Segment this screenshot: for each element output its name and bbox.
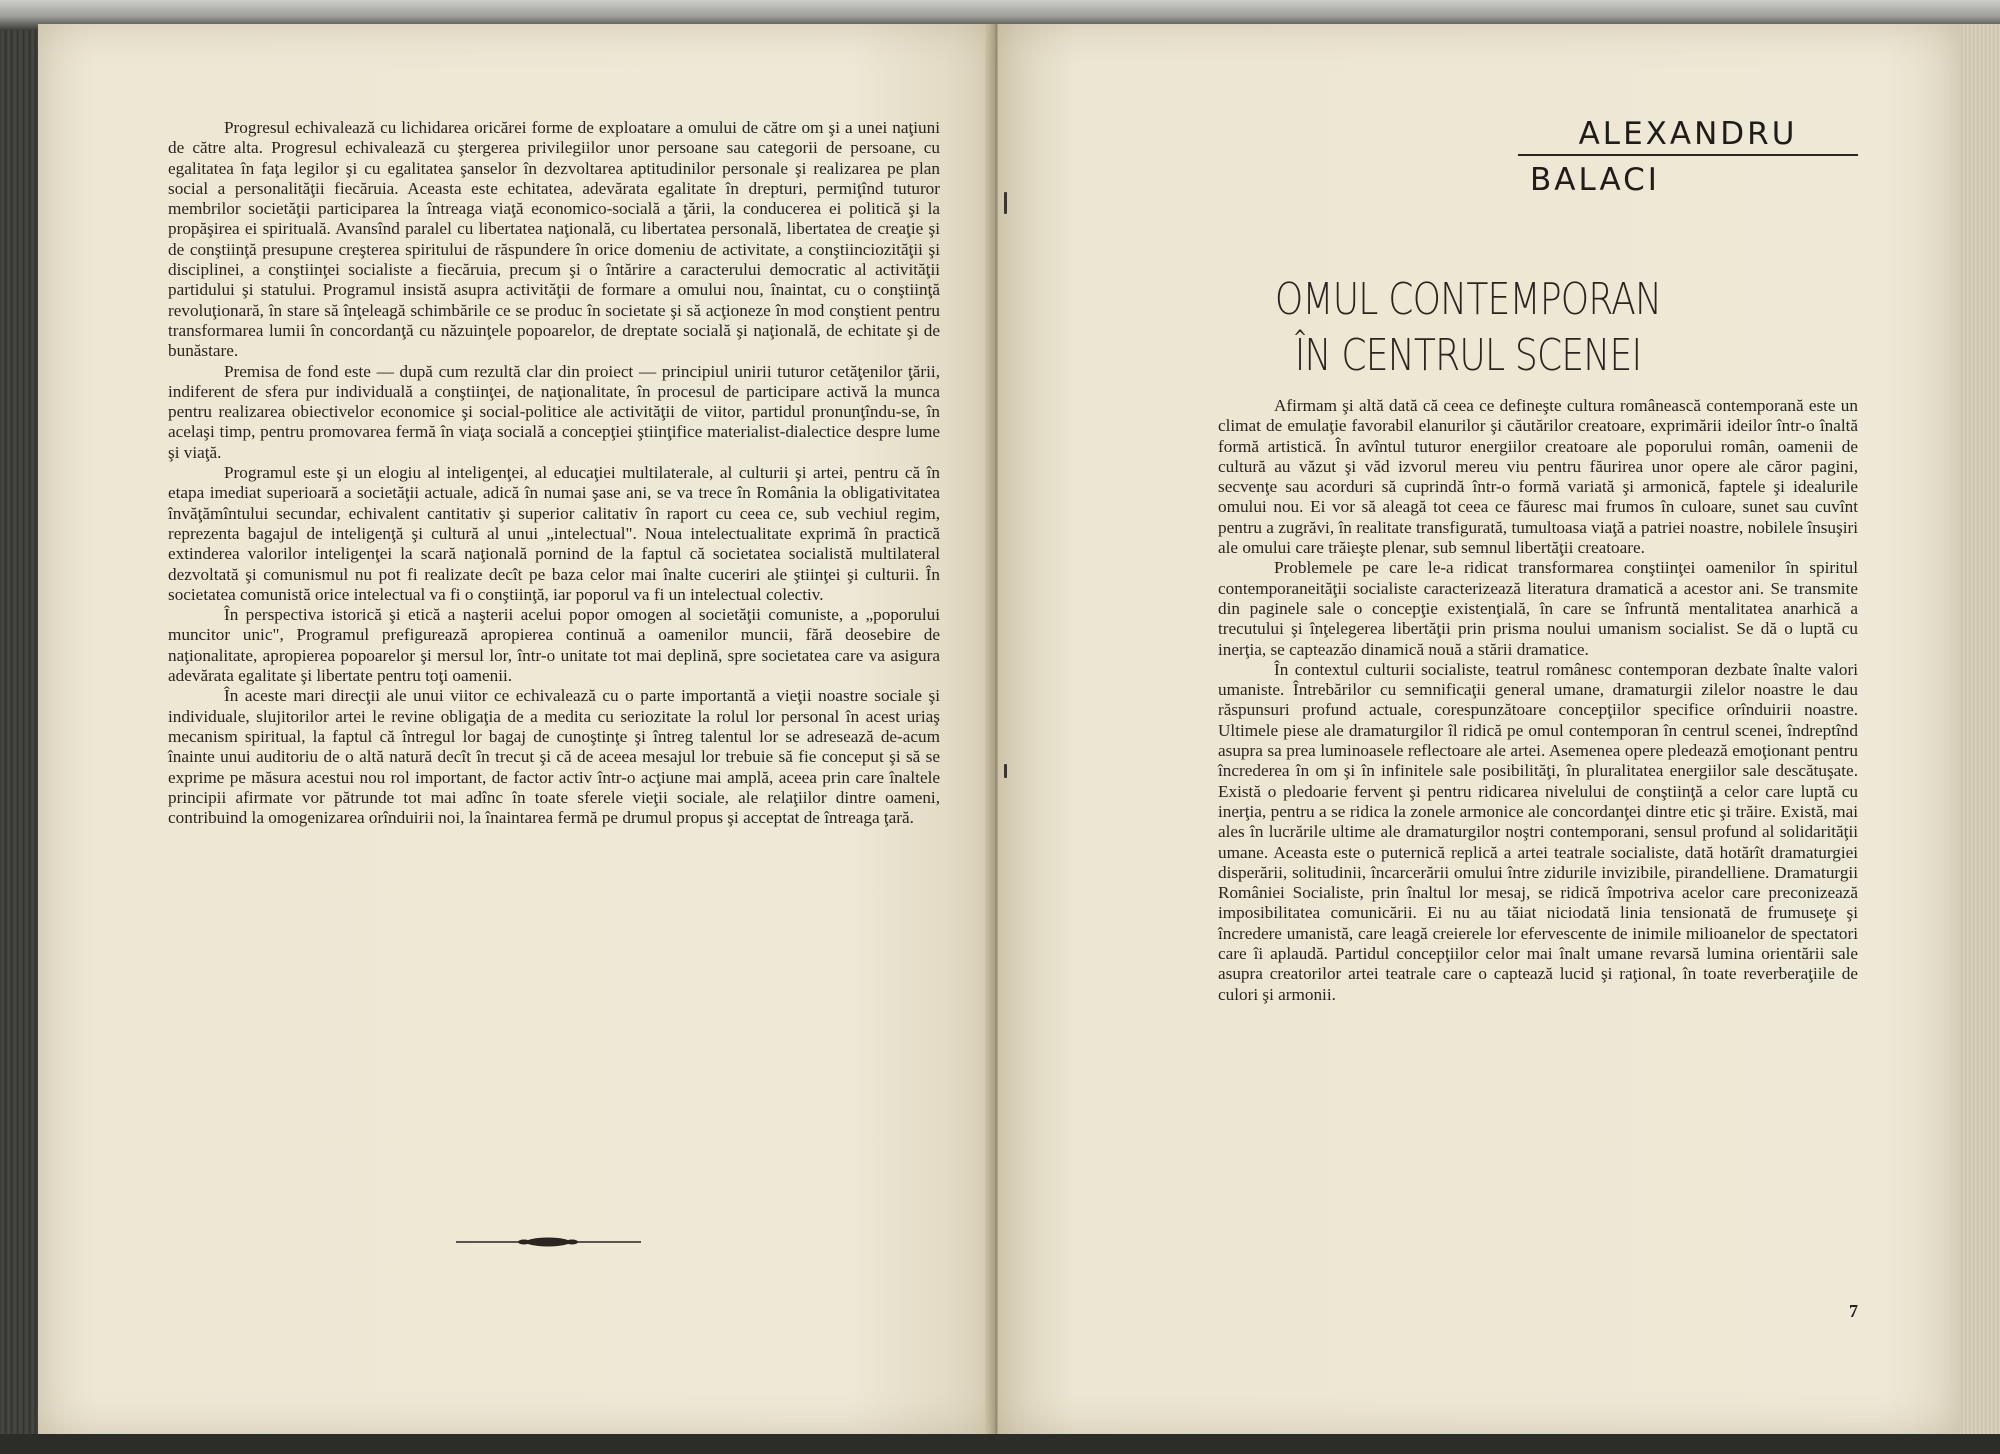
left-page	[38, 24, 993, 1434]
article-title	[1230, 272, 1706, 384]
right-paragraph-3: În contextul culturii socialiste, teatrul românesc contemporan dezbate înalte valori umaniste. Întrebărilor cu semnificaţii general umane, dramaturgii zilelor noastre le dau răspunsuri profund actuale, corespunzătoare concepţiilor specifice orînduirii noastre. Ultimele piese ale dramaturgilor îl ridică pe omul contemporan în centrul scenei, îndreptînd asupra sa prea luminoasele reflectoare ale artei. Asemenea opere pledează emoţionant pentru încrederea în om şi în infinitele sale posibilităţi, în pluralitatea energiilor sale descătuşate. Există o pledoarie fervent şi pentru ridicarea nivelului de conştiinţă a celor care luptă cu inerţia, pentru a se ridica la zonele armonice ale concordanţei dintre etic şi trăire. Există, mai ales în lucrările ultime ale dramaturgilor noştri contemporani, sensul profund al solidarităţii umane. Aceasta este o puternică replică a artei teatrale socialiste, dată hotărît dramaturgiei disperării, solitudinii, încarcerării omului între zidurile invizibile, pirandelliene. Dramaturgii României Socialiste, prin înaltul lor mesaj, se ridică împotriva acelor care preconizează imposibilitatea comunicării. Ei nu au tăiat niciodată linia tensionată de frumuseţe şi încredere umanistă, care leagă creierele lor efervescente de inimile milioanelor de spectatori care îi aplaudă. Partidul concepţiilor celor mai înalt umane revarsă lumina orientării sale asupra creatorilor artei teatrale care o captează lucid şi raţional, în toate reverberaţiile de culori şi armonii.	[1218, 659, 1858, 1004]
right-page	[998, 24, 1960, 1434]
margin-mark	[1004, 192, 1007, 214]
left-paragraph-5: În aceste mari direcţii ale unui viitor ce echivalează cu o parte importantă a vieţii noastre sociale şi individuale, slujitorilor artei le revine obligaţia de a medita cu seriozitate la rolul lor personal în acest uriaş mecanism spiritual, la faptul că întregul lor bagaj de cunoştinţe şi întreg talentul lor se adresează de-acum înainte unui auditoriu de o altă natură decît în trecut şi că de aceea mesajul lor trebuie să fie conceput şi să se exprime pe măsura acestui nou rol important, de factor activ într-o acţiune mai amplă, aceea prin care înaltele principii afirmate vor pătrunde tot mai adînc în toate sferele vieţii sociale, ale relaţiilor dintre oameni, contribuind la omogenizarea orînduirii noi, la înaintarea fermă pe drumul propus şi acceptat de întreaga ţară.	[168, 686, 940, 828]
left-paragraph-1: Progresul echivalează cu lichidarea oricărei forme de exploatare a omului de către om şi a unei naţiuni de către alta. Progresul echivalează cu ştergerea privilegiilor unor persoane sau categorii de persoane, cu egalitatea în faţa legilor şi cu egalitatea şanselor în dezvoltarea aptitudinilor personale şi realizarea pe plan social a personalităţii fiecăruia. Aceasta este echitatea, adevărata egalitate în drepturi, permiţînd tuturor membrilor societăţii participarea la întreaga viaţă economico-socială a ţării, la conducerea ei politică şi la propăşirea ei spirituală. Avansînd paralel cu libertatea naţională, cu libertatea personală, libertatea de creaţie şi de conştiinţă presupune creşterea spiritului de răspundere în orice domeniu de activitate, a conştiinciozităţii şi disciplinei, a conştiinţei socialiste a fiecăruia, precum şi o întărire a caracterului democratic al activităţii partidului şi statului. Programul insistă asupra activităţii de formare a omului nou, înaintat, cu o conştiinţă revoluţionară, în stare să înţeleagă schimbările ce se produc în societate şi să acţioneze în mod conştient pentru transformarea lumii în concordanţă cu năzuinţele popoarelor, de dreptate socială şi naţională, de echitate şi de bunăstare.	[168, 118, 940, 361]
author-first-name: ALEXANDRU	[1518, 116, 1858, 156]
article-title-line-2: ÎN CENTRUL SCENEI	[1294, 330, 1642, 381]
author-last-name: BALACI	[1530, 162, 1660, 198]
page-stack-left	[0, 30, 40, 1434]
page-number: 7	[1849, 1301, 1858, 1321]
page-stack-right	[1960, 24, 2000, 1434]
left-paragraph-3: Programul este şi un elogiu al inteligenţei, al educaţiei multilaterale, al culturii şi artei, pentru că în etapa imediat superioară a societăţii actuale, adică în numai şase ani, se va trece în România la obligativitatea învăţămîntului secundar, echivalent cantitativ şi superior calitativ în raport cu ceea ce, sub vechiul regim, reprezenta bagajul de inteligenţă şi cultură al unui „intelectual". Noua intelectualitate exprimă în practică extinderea valorilor inteligenţei la scară naţională pornind de la faptul că societatea socialistă multilateral dezvoltată şi comunismul nu pot fi realizate decît pe baza celor mai înalte cuceriri ale ştiinţei şi culturii. În societatea comunistă orice intelectual va fi o conştiinţă, iar poporul va fi un intelectual colectiv.	[168, 463, 940, 604]
left-paragraph-4: În perspectiva istorică şi etică a naşterii acelui popor omogen al societăţii comuniste, a „poporului muncitor unic", Programul prefigurează apropierea continuă a oamenilor muncii, fără deosebire de naţionalitate, apropierea popoarelor şi mersul lor, într-o unitate tot mai deplină, spre societatea care va asigura adevărata egalitate şi libertate pentru toţi oamenii.	[168, 605, 940, 686]
right-text-column	[1218, 396, 1858, 1005]
end-ornament-icon	[456, 1234, 641, 1250]
right-paragraph-2: Problemele pe care le-a ridicat transformarea conştiinţei oamenilor în spiritul contemporaneităţii socialiste caracterizează literatura dramatică a acestor ani. Se transmite din paginele sale o concepţie existenţială, în care se înfruntă mentalitatea anarhică a trecutului şi înţelegerea libertăţii prin prisma noului umanism socialist. Se dă o luptă cu inerţia, se capteazăo dinamică nouă a stării dramatice.	[1218, 558, 1858, 659]
left-text-column	[168, 118, 940, 828]
right-paragraph-1: Afirmam şi altă dată că ceea ce defineşte cultura românească contemporană este un climat de emulaţie favorabil elanurilor şi căutărilor creatoare, exprimării ideilor într-o înaltă formă artistică. În avîntul tuturor energiilor creatoare ale poporului român, oamenii de cultură au văzut şi văd izvorul mereu viu pentru făurirea unor opere ale căror pagini, secvenţe sau acorduri să cuprindă într-o formă variată şi armonică, faptele şi idealurile omului nou. Ei vor să aleagă tot ceea ce făuresc mai frumos în culoare, sunet sau cuvînt pentru a zugrăvi, în realitate transfigurată, tumultoasa viaţă a patriei noastre, nobilele însuşiri ale omului care trăieşte plenar, sub semnul libertăţii creatoare.	[1218, 396, 1858, 558]
margin-mark	[1004, 764, 1007, 778]
author-name	[1518, 116, 1858, 198]
article-title-line-1: OMUL CONTEMPORAN	[1274, 274, 1662, 325]
left-paragraph-2: Premisa de fond este — după cum rezultă clar din proiect — principiul unirii tuturor cetăţenilor ţării, indiferent de sfera pur individuală a conştiinţei, de naţionalitate, în procesul de participare activă la munca pentru realizarea obiectivelor economice şi social-politice ale activităţii de viitor, partidul pronunţîndu-se, în acelaşi timp, pentru promovarea fermă în viaţa socială a concepţiei ştiinţifice materialist-dialectice despre lume şi viaţă.	[168, 361, 940, 462]
